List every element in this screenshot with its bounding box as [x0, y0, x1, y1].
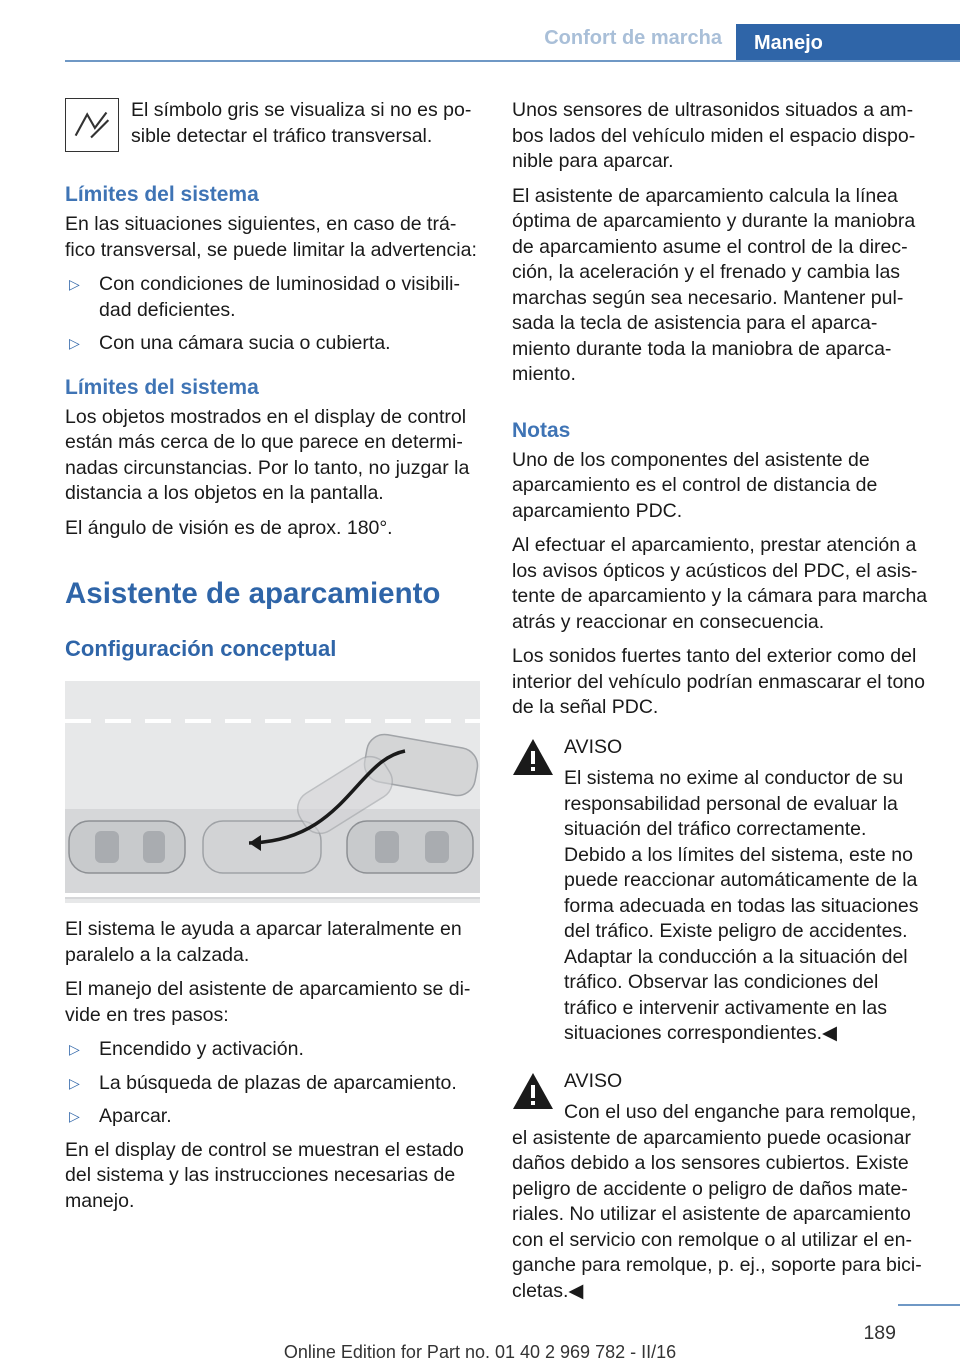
notes-text-1: Uno de los componentes del asistente de aparcamiento es el control de distancia de aparcamiento PDC. — [512, 448, 878, 522]
page-number: 189 — [863, 1322, 896, 1344]
list-item: ▷ Con condiciones de luminosidad o visibilidad deficientes. — [69, 273, 460, 321]
assistant-text: El asistente de aparcamiento calcula la línea óptima de aparcamiento y durante la maniobra de aparcamiento asume el control de la dirección, la aceleración y el frenado y cambia las marchas según sea necesario. Mantener pulsada la tecla de asistencia para el aparcamiento durante toda la maniobra de aparcamiento. — [512, 184, 916, 385]
system-limits-heading-2: Límites del sistema — [65, 375, 259, 399]
parking-illustration — [65, 681, 480, 903]
page-header — [0, 0, 960, 62]
sensors-text: Unos sensores de ultrasonidos situados a ambos lados del vehículo miden el espacio disponible para aparcar. — [512, 99, 916, 172]
cross-traffic-note — [65, 98, 480, 152]
left-column — [65, 98, 480, 1223]
parking-intro-text: El sistema le ayuda a aparcar lateralmente en paralelo a la calzada. — [65, 918, 462, 966]
list-item: ▷ Encendido y activación. — [65, 1037, 480, 1063]
warning-triangle-icon — [512, 737, 554, 777]
subsection-title: Configuración conceptual — [65, 636, 337, 661]
warning-block-2 — [512, 1069, 928, 1305]
system-limits-heading-1: Límites del sistema — [65, 183, 259, 206]
control-display-text: En el display de control se muestran el estado del sistema y las instrucciones necesarias de manejo. — [65, 1138, 464, 1212]
warning-triangle-icon — [512, 1071, 554, 1111]
parking-steps-list — [65, 1037, 480, 1130]
list-item: ▷ Con una cámara sucia o cubierta. — [65, 331, 480, 357]
page-footer — [0, 1296, 960, 1362]
parking-steps-intro: El manejo del asistente de aparcamiento se divide en tres pasos: — [65, 978, 471, 1026]
system-limits-text-2: Los objetos mostrados en el display de control están más cerca de lo que parece en determinadas circunstancias. Por lo tanto, no juzgar la distancia a los objetos en la pantalla. — [65, 405, 470, 504]
viewing-angle-text: El ángulo de visión es de aprox. 180°. — [65, 516, 393, 539]
edition-text: Online Edition for Part no. 01 40 2 969 782 - II/16 — [283, 1342, 677, 1362]
chapter-tab[interactable]: Manejo — [736, 24, 960, 62]
notes-text-2: Al efectuar el aparcamiento, prestar atención a los avisos ópticos y acústicos del PDC, el asistente de aparcamiento y la cámara para marcha atrás y reaccionar en consecuencia. — [512, 534, 928, 633]
warning-text-1: El sistema no exime al conductor de su responsabilidad personal de evaluar la situación del tráfico correctamente. Debido a los límites del sistema, este no puede reaccionar automáticamente de la forma adecuada en todas las situaciones del tráfico. Existe peligro de accidentes. Adaptar la conducción a la situación del tráfico. Observar las condiciones del tráfico e intervenir activamente en las situaciones correspondientes.◀ — [564, 767, 919, 1044]
list-item: ▷ La búsqueda de plazas de aparcamiento. — [65, 1071, 480, 1097]
warning-label-2: AVISO — [564, 1069, 623, 1092]
list-item: ▷ Aparcar. — [65, 1104, 480, 1130]
triangle-bullet-icon: ▷ — [69, 335, 80, 351]
triangle-bullet-icon: ▷ — [69, 1041, 80, 1057]
system-limits-list — [65, 272, 480, 357]
cross-traffic-gray-icon — [65, 98, 119, 152]
system-limits-text-1: En las situaciones siguientes, en caso de tráfico transversal, se puede limitar la advertencia: — [65, 213, 477, 261]
warning-text-2: Con el uso del enganche para remolque, el asistente de aparcamiento puede ocasionar daños debido a los sensores cubiertos. Existe peligro de accidente o peligro de daños materiales. No utilizar el asistente de aparcamiento con el servicio con remolque o al utilizar el enganche para remolque, p. ej., soporte para bicicletas.◀ — [512, 1101, 922, 1302]
triangle-bullet-icon: ▷ — [69, 276, 80, 292]
notes-heading: Notas — [512, 418, 571, 442]
notes-text-3: Los sonidos fuertes tanto del exterior como del interior del vehículo podrían enmascarar el tono de la señal PDC. — [512, 645, 925, 718]
triangle-bullet-icon: ▷ — [69, 1108, 80, 1124]
cross-traffic-text: El símbolo gris se visualiza si no es posible detectar el tráfico transversal. — [131, 99, 472, 147]
warning-label-1: AVISO — [564, 735, 623, 758]
header-rule — [65, 60, 960, 62]
footer-rule — [898, 1304, 960, 1306]
right-column — [512, 98, 928, 1318]
warning-block-1 — [512, 735, 928, 1047]
section-tab[interactable]: Confort de marcha — [544, 27, 722, 49]
section-title: Asistente de aparcamiento — [65, 577, 441, 610]
triangle-bullet-icon: ▷ — [69, 1074, 80, 1091]
